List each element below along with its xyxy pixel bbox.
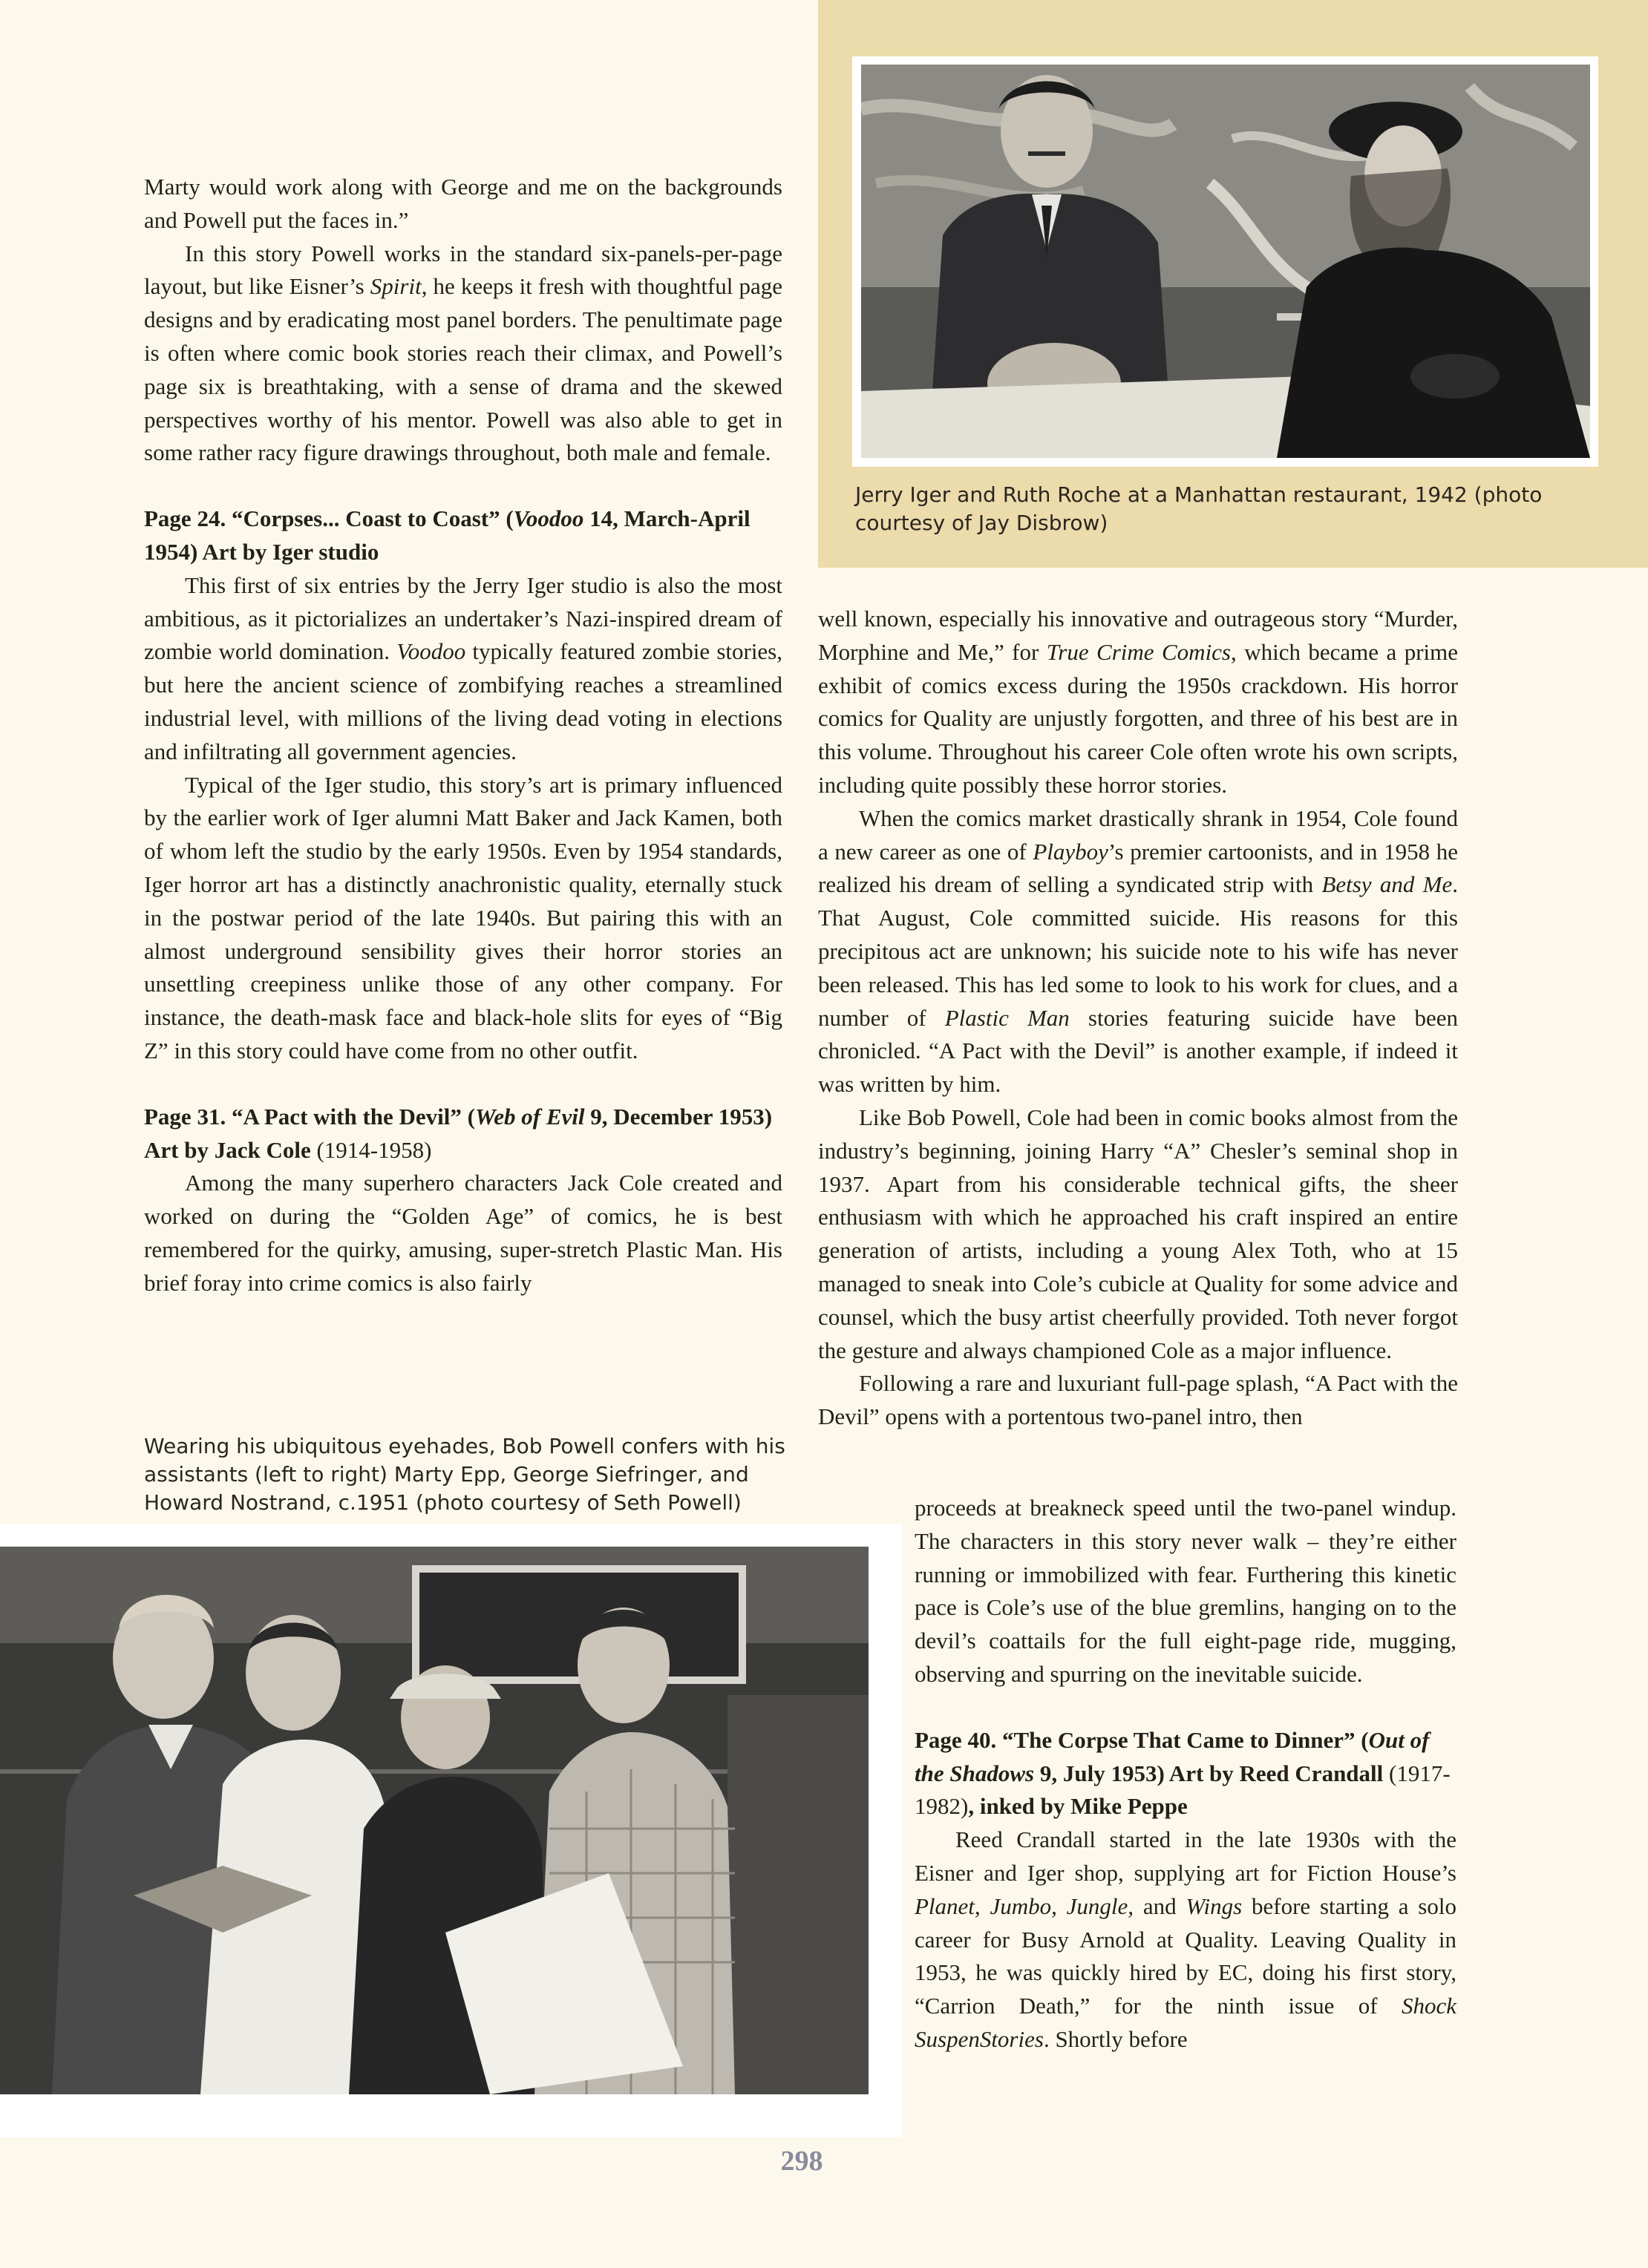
photo-powell-studio — [0, 1547, 869, 2094]
photo-caption-top: Jerry Iger and Ruth Roche at a Manhattan restaurant, 1942 (photo courtesy of Jay Disbrow) — [855, 482, 1543, 535]
paragraph: Like Bob Powell, Cole had been in comic books almost from the industry’s beginning, joining Harry “A” Chesler’s seminal shop in 1937. Apart from his considerable technical gifts, the sheer enthusiasm with which he approached his craft inspired an entire generation of artists, including a young Alex Toth, who at 15 managed to sneak into Cole’s cubicle at Quality for some advice and counsel, which the busy artist cheerfully provided. Toth never forgot the gesture and always championed Cole as a major influence. — [818, 1104, 1458, 1363]
paragraph: well known, especially his innovative and outrageous story “Murder, Morphine and Me,” for True Crime Comics, which became a prime exhibit of comics excess during the 1950s crackdown. His horror comics for Quality are unjustly forgotten, and three of his best are in this volume. Throughout his career Cole often wrote his own scripts, including quite possibly these horror stories. — [818, 606, 1459, 798]
left-column — [144, 171, 782, 1300]
section-heading-page-31: Page 31. “A Pact with the Devil” (Web of Evil 9, December 1953) Art by Jack Cole (1914-1958) — [144, 1103, 773, 1163]
right-column — [818, 603, 1458, 1434]
paragraph: Following a rare and luxuriant full-page splash, “A Pact with the Devil” opens with a portentous two-panel intro, then — [818, 1370, 1458, 1430]
paragraph: Reed Crandall started in the late 1930s with the Eisner and Iger shop, supplying art for Fiction House’s Planet, Jumbo, Jungle, and Wings before starting a solo career for Busy Arnold at Quality. Leaving Quality in 1953, he was quickly hired by EC, doing his first story, “Carrion Death,” for the ninth issue of Shock SuspenStories. Shortly before — [915, 1826, 1456, 2052]
paragraph: When the comics market drastically shrank in 1954, Cole found a new career as one of Playboy’s premier cartoonists, and in 1958 he realized his dream of selling a syndicated strip with Betsy and Me. That August, Cole committed suicide. His reasons for this precipitous act are unknown; his suicide note to his wife has never been released. This has led some to look to his work for clues, and a number of Plastic Man stories featuring suicide have been chronicled. “A Pact with the Devil” is another example, if indeed it was written by him. — [818, 804, 1458, 1098]
paragraph: proceeds at breakneck speed until the two-panel windup. The characters in this story never walk – they’re either running or immobilized with fear. Furthering this kinetic pace is Cole’s use of the blue gremlins, hanging on to the devil’s coattails for the full eight-page ride, mugging, observing and spurring on the inevitable suicide. — [915, 1495, 1456, 1687]
section-heading-page-24: Page 24. “Corpses... Coast to Coast” (Voodoo 14, March-April 1954) Art by Iger studio — [144, 505, 751, 565]
right-column-narrow — [915, 1492, 1456, 2056]
photo-iger-and-roche — [861, 65, 1590, 458]
paragraph: Typical of the Iger studio, this story’s art is primary influenced by the earlier work of Iger alumni Matt Baker and Jack Kamen, both of whom left the studio by the early 1950s. Even by 1954 standards, Iger horror art has a distinctly anachronistic quality, eternally stuck in the postwar period of the late 1940s. But pairing this with an almost underground sensibility gives their horror stories an unsettling creepiness unlike those of any other company. For instance, the death-mask face and black-hole slits for eyes of “Big Z” in this story could have come from no other outfit. — [144, 771, 782, 1063]
paragraph: Among the many superhero characters Jack Cole created and worked on during the “Golden Age” of comics, he is best remembered for the quirky, amusing, super-stretch Plastic Man. His brief foray into crime comics is also fairly — [144, 1170, 782, 1296]
page-number: 298 — [780, 2146, 823, 2177]
paragraph: Marty would work along with George and me on the backgrounds and Powell put the faces in.” — [144, 174, 782, 233]
paragraph: In this story Powell works in the standard six-panels-per-page layout, but like Eisner’s Spirit, he keeps it fresh with thoughtful page designs and by eradicating most panel borders. The penultimate page is often where comic book stories reach their climax, and Powell’s page six is breathtaking, with a sense of drama and the skewed perspectives worthy of his mentor. Powell was also able to get in some rather racy figure drawings throughout, both male and female. — [144, 240, 782, 466]
paragraph: This first of six entries by the Jerry Iger studio is also the most ambitious, as it pictorializes an undertaker’s Nazi-inspired dream of zombie world domination. Voodoo typically featured zombie stories, but here the ancient science of zombifying reaches a streamlined industrial level, with millions of the living dead voting in elections and infiltrating all government agencies. — [144, 571, 782, 764]
section-heading-page-40: Page 40. “The Corpse That Came to Dinner” (Out of the Shadows 9, July 1953) Art by Reed Crandall (1917-1982), inked by Mike Peppe — [915, 1726, 1451, 1820]
photo-caption-bottom: Wearing his ubiquitous eyehades, Bob Powell confers with his assistants (left to right) Marty Epp, George Siefringer, and Howard Nostrand, c.1951 (photo courtesy of Seth Powell) — [144, 1434, 785, 1515]
